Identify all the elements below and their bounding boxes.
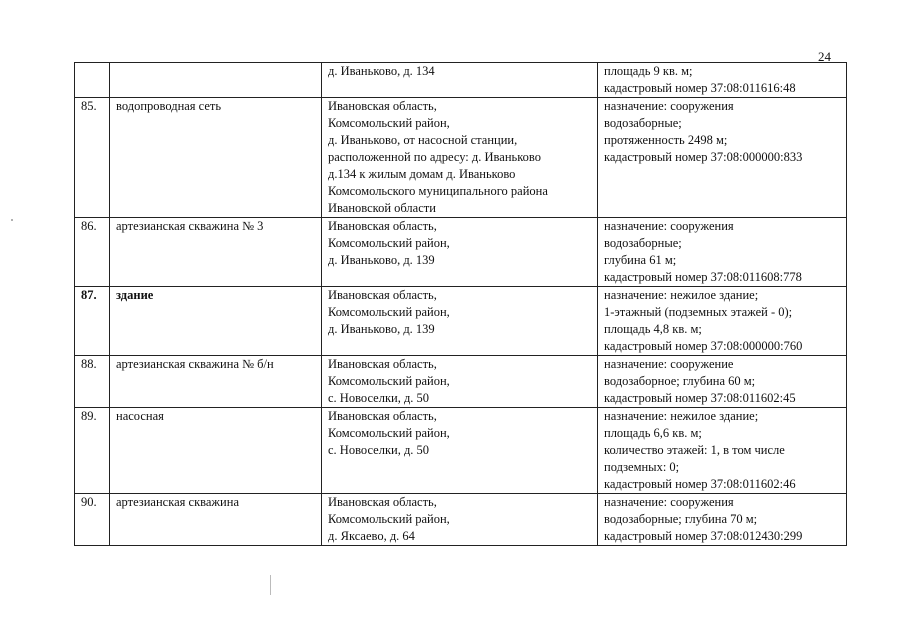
table-row [75,218,847,287]
table-row [75,98,847,218]
row-number [75,63,110,98]
row-number: 90. [75,494,110,546]
row-number: 89. [75,408,110,494]
row-number: 88. [75,356,110,408]
object-name: артезианская скважина № 3 [110,218,322,287]
object-description: назначение: сооружения водозаборные; протяженность 2498 м; кадастровый номер 37:08:000000:833 [598,98,847,218]
object-name: артезианская скважина [110,494,322,546]
table-row [75,408,847,494]
table-row [75,287,847,356]
object-address: Ивановская область, Комсомольский район, с. Новоселки, д. 50 [322,408,598,494]
object-address: Ивановская область, Комсомольский район, д. Иваньково, д. 139 [322,287,598,356]
object-description: назначение: нежилое здание; площадь 6,6 кв. м; количество этажей: 1, в том числе подземных: 0; кадастровый номер 37:08:011602:46 [598,408,847,494]
object-address: д. Иваньково, д. 134 [322,63,598,98]
object-address: Ивановская область, Комсомольский район, с. Новоселки, д. 50 [322,356,598,408]
object-description: площадь 9 кв. м; кадастровый номер 37:08:011616:48 [598,63,847,98]
object-address: Ивановская область, Комсомольский район, д. Иваньково, д. 139 [322,218,598,287]
row-number: 87. [75,287,110,356]
object-name: насосная [110,408,322,494]
object-description: назначение: сооружения водозаборные; глубина 61 м; кадастровый номер 37:08:011608:778 [598,218,847,287]
object-address: Ивановская область, Комсомольский район, д. Яксаево, д. 64 [322,494,598,546]
object-name [110,63,322,98]
table-row [75,63,847,98]
scan-speck [11,219,13,221]
table-row [75,356,847,408]
object-address: Ивановская область, Комсомольский район, д. Иваньково, от насосной станции, расположенной по адресу: д. Иваньково д.134 к жилым домам д. Иваньково Комсомольского муниципального района Ивановской области [322,98,598,218]
object-name: здание [110,287,322,356]
object-description: назначение: сооружения водозаборные; глубина 70 м; кадастровый номер 37:08:012430:299 [598,494,847,546]
page-number: 24 [818,49,831,64]
row-number: 86. [75,218,110,287]
property-registry-table [74,62,847,546]
scan-artifact-line [270,575,271,595]
object-name: артезианская скважина № б/н [110,356,322,408]
object-description: назначение: нежилое здание; 1-этажный (подземных этажей - 0); площадь 4,8 кв. м; кадастровый номер 37:08:000000:760 [598,287,847,356]
object-name: водопроводная сеть [110,98,322,218]
row-number: 85. [75,98,110,218]
object-description: назначение: сооружение водозаборное; глубина 60 м; кадастровый номер 37:08:011602:45 [598,356,847,408]
table-row [75,494,847,546]
registry-body [75,63,847,546]
